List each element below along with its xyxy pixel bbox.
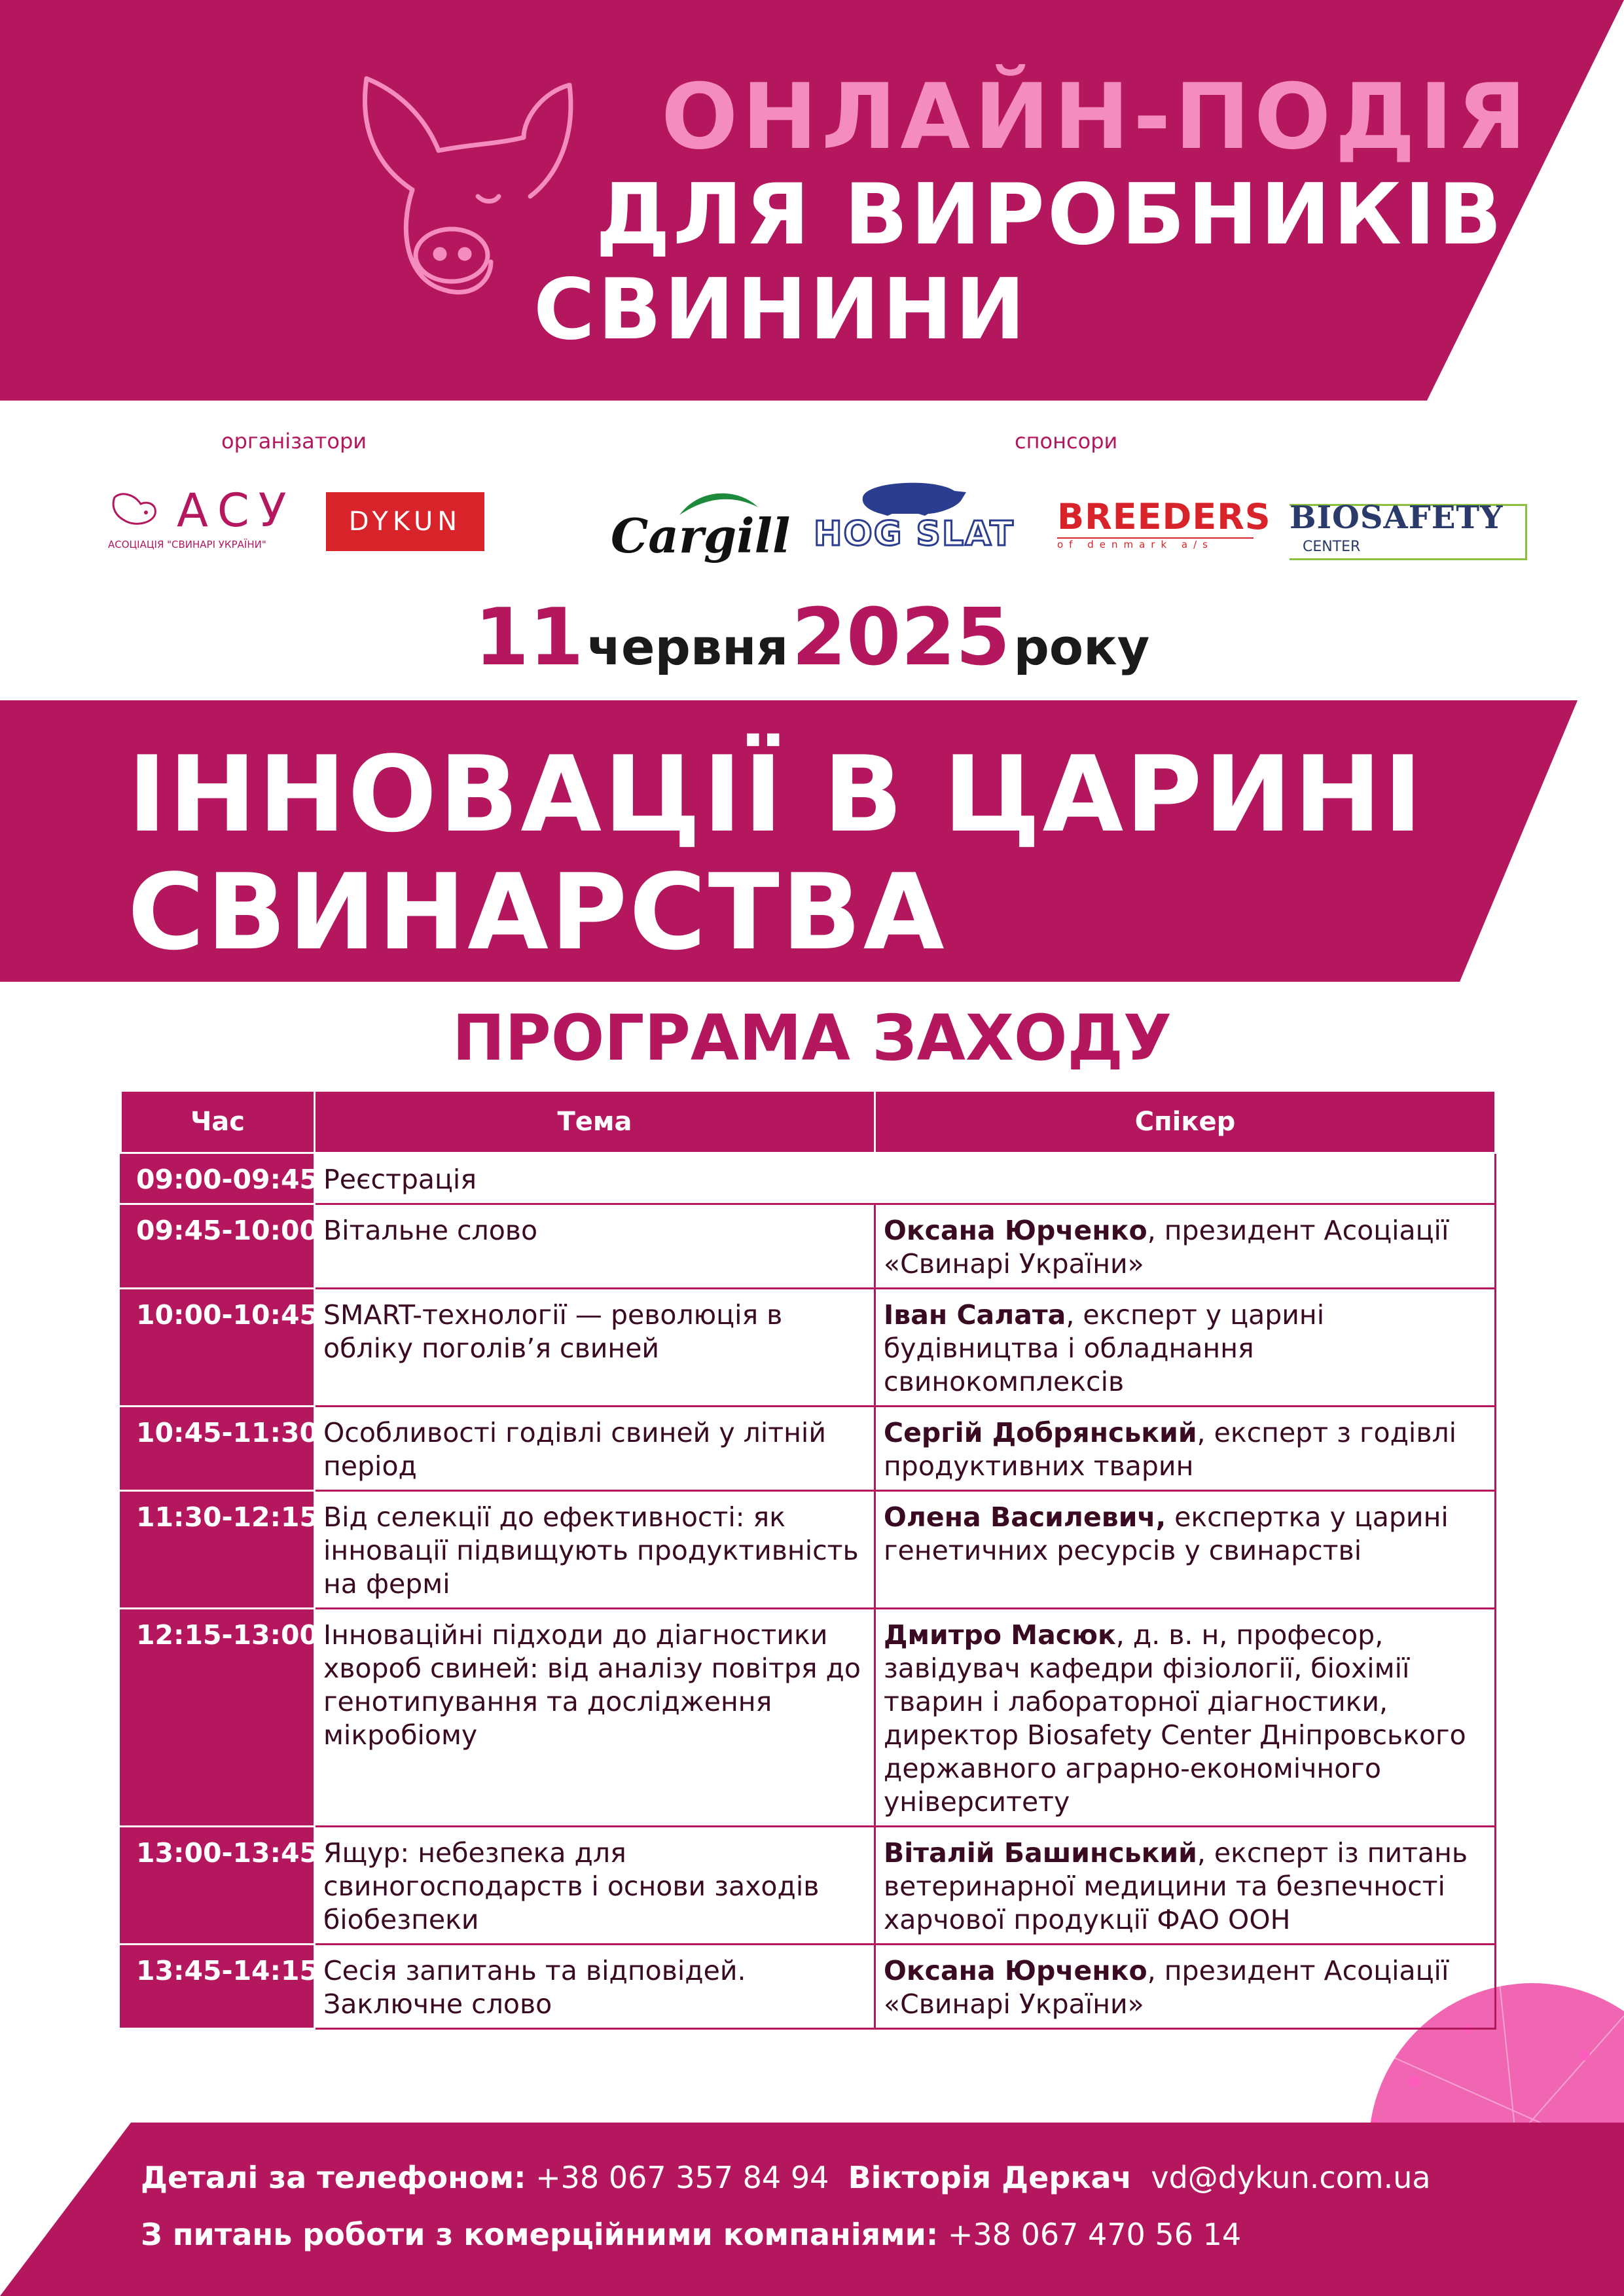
row-speaker: [875, 1609, 1496, 1827]
event-title-line2: СВИНАРСТВА: [128, 851, 947, 973]
date-month: червня: [586, 618, 789, 676]
row-time: 09:45-10:00: [121, 1204, 315, 1289]
speaker-role: , д. в. н, професор, завідувач кафедри фізіології, біохімії тварин і лабораторної діагностики, директор Biosafety Center Дніпровського державного аграрно-економічного університету: [884, 1619, 1466, 1818]
details-label: Деталі за телефоном:: [141, 2160, 526, 2195]
breeders-logo: [1057, 496, 1271, 552]
breeders-logo-subtext: of denmark a/s: [1057, 537, 1254, 550]
table-row: [121, 1609, 1496, 1827]
column-header-time: Час: [121, 1091, 315, 1153]
headline-for-producers: ДЛЯ ВИРОБНИКІВ: [596, 166, 1505, 264]
speaker-role: , президент Асоціації «Свинарі України»: [884, 1215, 1449, 1280]
row-topic: Сесія запитань та відповідей. Заключне слово: [315, 1945, 875, 2029]
sponsors-label: спонсори: [1015, 429, 1118, 454]
row-time: 12:15-13:00: [121, 1609, 315, 1827]
row-time: 11:30-12:15: [121, 1491, 315, 1609]
speaker-name: Дмитро Масюк: [884, 1619, 1116, 1651]
row-topic: Реєстрація: [315, 1153, 1496, 1204]
row-topic: Від селекції до ефективності: як інновації підвищують продуктивність на фермі: [315, 1491, 875, 1609]
biosafety-logo: [1290, 499, 1527, 560]
asu-caption: АСОЦІАЦІЯ "СВИНАРІ УКРАЇНИ": [108, 539, 266, 550]
breeders-logo-text: BREEDERS: [1057, 496, 1271, 537]
organizers-label: організатори: [221, 429, 367, 454]
date-year: 2025: [791, 592, 1011, 683]
table-row: [121, 1945, 1496, 2029]
cargill-logo-text: Cargill: [611, 508, 791, 564]
date-suffix: року: [1013, 618, 1150, 676]
row-speaker: [875, 1289, 1496, 1407]
column-header-speaker: Спікер: [875, 1091, 1496, 1153]
contact-name: Вікторія Деркач: [848, 2160, 1132, 2195]
phone-primary[interactable]: +38 067 357 84 94: [535, 2160, 829, 2195]
speaker-name: Оксана Юрченко: [884, 1215, 1147, 1246]
row-topic: Вітальне слово: [315, 1204, 875, 1289]
footer-commercial-line: [141, 2217, 1241, 2252]
table-row: [121, 1204, 1496, 1289]
dykun-logo-text: DYKUN: [348, 507, 462, 537]
table-row: [121, 1491, 1496, 1609]
date-day: 11: [474, 592, 584, 683]
row-topic: SMART-технології — революція в обліку поголів’я свиней: [315, 1289, 875, 1407]
speaker-name: Оксана Юрченко: [884, 1955, 1147, 1986]
row-time: 10:00-10:45: [121, 1289, 315, 1407]
speaker-role: , експерт у царині будівництва і обладнання свинокомплексів: [884, 1299, 1325, 1397]
speaker-role: , президент Асоціації «Свинарі України»: [884, 1955, 1449, 2020]
row-speaker: [875, 1945, 1496, 2029]
speaker-name: Віталій Башинський: [884, 1837, 1197, 1869]
row-speaker: [875, 1407, 1496, 1491]
phone-commercial[interactable]: +38 067 470 56 14: [947, 2217, 1242, 2252]
speaker-name: Іван Салата: [884, 1299, 1066, 1331]
table-row: [121, 1153, 1496, 1204]
footer-band: [0, 2123, 1624, 2296]
row-time: 13:45-14:15: [121, 1945, 315, 2029]
biosafety-logo-subtext: CENTER: [1303, 539, 1361, 555]
table-header-row: [121, 1091, 1496, 1153]
row-topic: Інноваційні підходи до діагностики хвороб свиней: від аналізу повітря до генотипування та дослідження мікробіому: [315, 1609, 875, 1827]
table-row: [121, 1827, 1496, 1945]
table-row: [121, 1407, 1496, 1491]
footer-contact-line: [141, 2160, 1431, 2195]
row-speaker: [875, 1827, 1496, 1945]
headline-pork: СВИНИНИ: [533, 261, 1028, 359]
biosafety-logo-text: BIOSAFETY: [1290, 499, 1504, 536]
row-topic: Особливості годівлі свиней у літній період: [315, 1407, 875, 1491]
row-time: 10:45-11:30: [121, 1407, 315, 1491]
speaker-role: , експерт з годівлі продуктивних тварин: [884, 1417, 1457, 1482]
event-title-line1: ІННОВАЦІЇ В ЦАРИНІ: [128, 733, 1424, 855]
hogslat-logo: [814, 478, 1017, 556]
program-title: ПРОГРАМА ЗАХОДУ: [452, 1001, 1172, 1075]
speaker-role: експертка у царині генетичних ресурсів у свинарстві: [884, 1501, 1449, 1566]
pig-silhouette-icon: [856, 478, 967, 517]
commercial-label: З питань роботи з комерційними компаніями:: [141, 2217, 939, 2252]
asu-mark: АСУ: [177, 484, 296, 537]
cargill-logo: [611, 488, 791, 564]
column-header-topic: Тема: [315, 1091, 875, 1153]
row-time: 09:00-09:45: [121, 1153, 315, 1204]
headline-online-event: ОНЛАЙН-ПОДІЯ: [661, 64, 1530, 170]
event-date: [0, 592, 1624, 683]
asu-logo: [108, 484, 296, 560]
row-topic: Ящур: небезпека для свиногосподарств і основи заходів біобезпеки: [315, 1827, 875, 1945]
contact-email[interactable]: vd@dykun.com.ua: [1151, 2160, 1431, 2195]
program-table: [120, 1090, 1496, 2030]
row-speaker: [875, 1491, 1496, 1609]
speaker-name: Сергій Добрянський: [884, 1417, 1197, 1448]
table-row: [121, 1289, 1496, 1407]
speaker-role: , експерт із питань ветеринарної медицини та безпечності харчової продукції ФАО ООН: [884, 1837, 1468, 1935]
pig-logo-icon: [108, 488, 160, 533]
row-speaker: [875, 1204, 1496, 1289]
row-time: 13:00-13:45: [121, 1827, 315, 1945]
speaker-name: Олена Василевич,: [884, 1501, 1166, 1533]
dykun-logo: [326, 492, 484, 551]
hogslat-logo-text: HOG SLAT: [814, 514, 1015, 554]
